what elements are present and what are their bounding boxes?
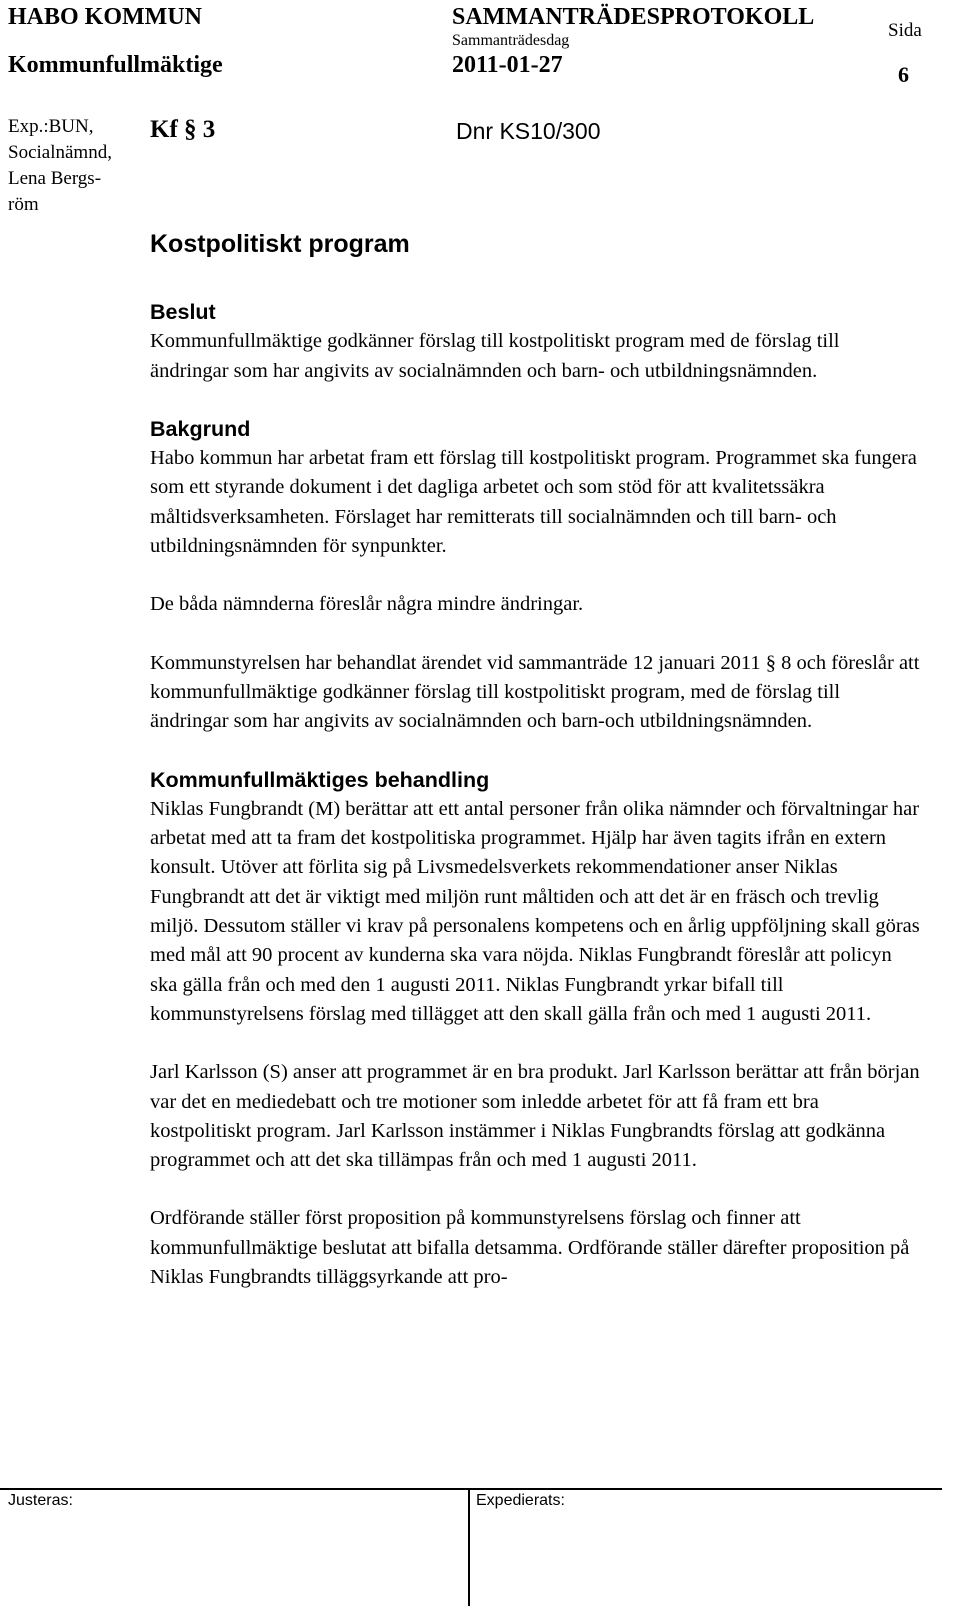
org-name: HABO KOMMUN xyxy=(8,4,202,30)
page-number: 6 xyxy=(898,62,909,87)
footer-divider xyxy=(0,1488,942,1490)
case-number: Dnr KS10/300 xyxy=(456,118,601,144)
behandling-text-1: Niklas Fungbrandt (M) berättar att ett antal personer från olika nämnder och förvaltningar har arbetat med att ta fram det kostpolitiska programmet. Hjälp har även tagits ifrån en extern konsult. Utöver att förlita sig på Livsmedelsverkets rekommendationer anser Niklas Fungbrandt att det är viktigt med miljön runt måltiden och att det är en fräsch och trevlig miljö. Dessutom ställer vi krav på personalens kompetens och en årlig uppföljning skall göras med mål att 90 procent av kunderna ska vara nöjda. Niklas Fungbrandt föreslår att policyn ska gälla från och med den 1 augusti 2011. Niklas Fungbrandt yrkar bifall till kommunstyrelsens förslag med tillägget att den skall gälla från och med 1 augusti 2011. xyxy=(150,797,920,1025)
section-heading-beslut: Beslut xyxy=(150,300,216,324)
meeting-date: 2011-01-27 xyxy=(452,52,563,78)
paragraph-id: Kf § 3 xyxy=(150,116,216,143)
justeras-label: Justeras: xyxy=(8,1492,73,1509)
bakgrund-text: Habo kommun har arbetat fram ett förslag till kostpolitiskt program. Programmet ska fungera som ett styrande dokument i det dagliga arbetet och som stöd för att kvalitetssäkra måltidsverksamheten. Förslaget har remitterats till socialnämnden och till barn- och utbildningsnämnden för synpunkter. xyxy=(150,447,917,558)
section-heading-bakgrund: Bakgrund xyxy=(150,416,251,441)
footer-column-divider xyxy=(468,1490,470,1606)
bakgrund-text-3: Kommunstyrelsen har behandlat ärendet vid sammanträde 12 januari 2011 § 8 och föreslår att kommunfullmäktige godkänner förslag till kostpolitiskt program, med de förslag till ändringar som har angivits av socialnämnden och barn-och utbildningsnämnden. xyxy=(150,651,920,733)
expedition-line: Exp.:BUN, xyxy=(8,116,94,137)
protocol-title: SAMMANTRÄDESPROTOKOLL xyxy=(452,4,815,30)
beslut-text: Kommunfullmäktige godkänner förslag till kostpolitiskt program med de förslag till ändringar som har angivits av socialnämnden och barn- och utbildningsnämnden. xyxy=(150,330,840,382)
expedition-line: Lena Bergs- xyxy=(8,168,102,189)
expedition-note xyxy=(8,114,140,218)
bakgrund-text-2: De båda nämnderna föreslår några mindre ändringar. xyxy=(150,593,584,616)
main-content xyxy=(150,298,920,1292)
expedition-line: Socialnämnd, xyxy=(8,142,112,163)
body-name: Kommunfullmäktige xyxy=(8,52,223,78)
document-title: Kostpolitiskt program xyxy=(150,230,410,258)
expedierats-label: Expedierats: xyxy=(476,1492,565,1509)
section-heading-behandling: Kommunfullmäktiges behandling xyxy=(150,767,490,792)
date-label: Sammanträdesdag xyxy=(452,32,570,49)
behandling-text-2: Jarl Karlsson (S) anser att programmet är en bra produkt. Jarl Karlsson berättar att från början var det en mediedebatt och tre motioner som inledde arbetet för att få fram ett bra kostpolitiskt program. Jarl Karlsson instämmer i Niklas Fungbrandts förslag att godkänna programmet och att det ska tillämpas från och med 1 augusti 2011. xyxy=(150,1061,920,1172)
page-label: Sida xyxy=(888,20,922,41)
expedition-line: röm xyxy=(8,194,39,215)
behandling-text-3: Ordförande ställer först proposition på kommunstyrelsens förslag och finner att kommunfullmäktige beslutat att bifalla detsamma. Ordförande ställer därefter proposition på Niklas Fungbrandts tilläggsyrkande att pro- xyxy=(150,1207,910,1289)
